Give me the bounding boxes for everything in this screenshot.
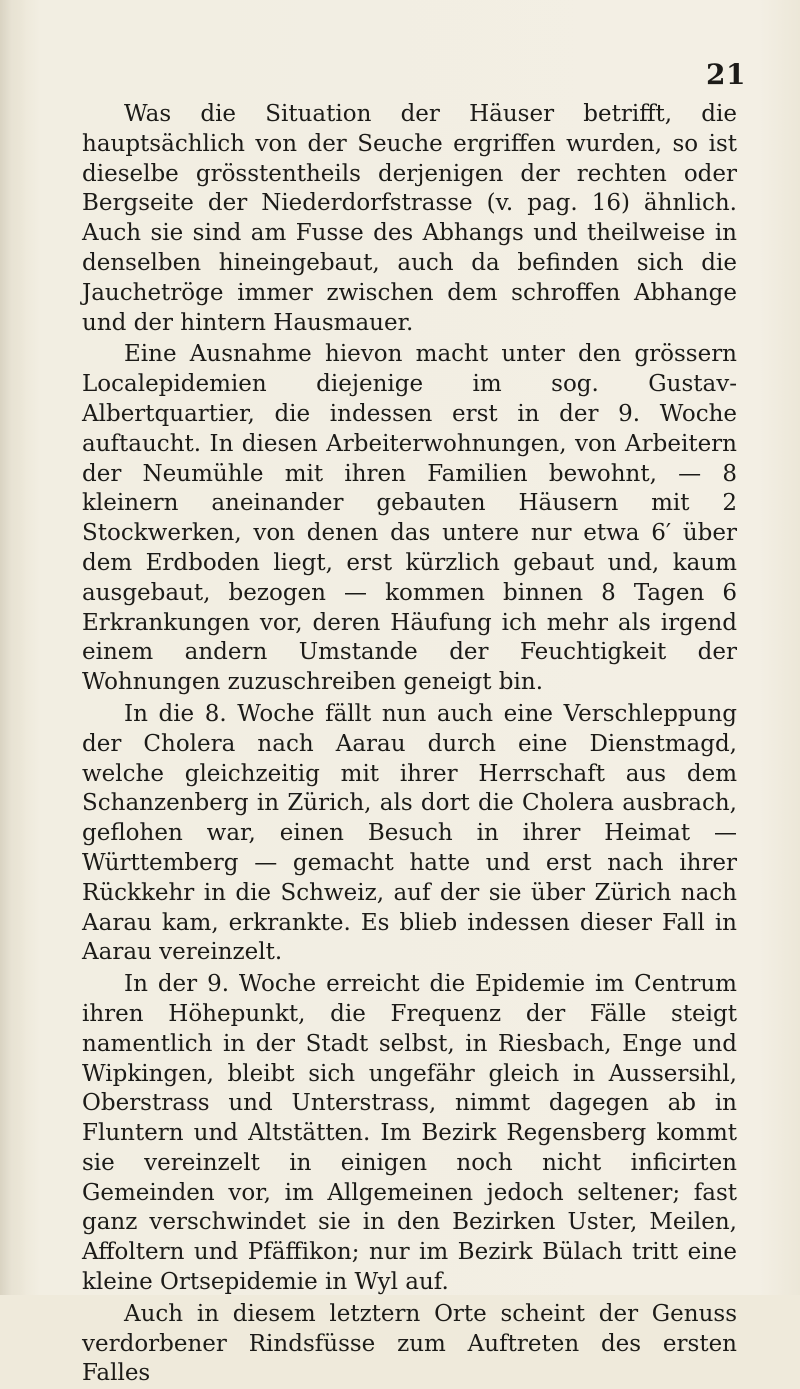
paragraph-1: Was die Situation der Häuser betrifft, die hauptsächlich von der Seuche ergriffen wurden, so ist dieselbe grösstentheils derjenigen der rechten oder Bergseite der Niederdorfstrasse (v. pag. 16) ähnlich. Auch sie sind am Fusse des Abhangs und theilweise in denselben hineingebaut, auch da befinden sich die Jauchetröge immer zwischen dem schroffen Abhange und der hintern Hausmauer. [82, 101, 737, 336]
body-text [82, 100, 737, 1389]
paragraph-3: In die 8. Woche fällt nun auch eine Verschleppung der Cholera nach Aarau durch eine Dienstmagd, welche gleichzeitig mit ihrer Herrschaft aus dem Schanzenberg in Zürich, als dort die Cholera ausbrach, geflohen war, einen Besuch in ihrer Heimat — Württemberg — gemacht hatte und erst nach ihrer Rückkehr in die Schweiz, auf der sie über Zürich nach Aarau kam, erkrankte. Es blieb indessen dieser Fall in Aarau vereinzelt. [82, 700, 737, 966]
page-number: 21 [706, 58, 746, 91]
paragraph-4: In der 9. Woche erreicht die Epidemie im Centrum ihren Höhepunkt, die Frequenz der Fälle steigt namentlich in der Stadt selbst, in Riesbach, Enge und Wipkingen, bleibt sich ungefähr gleich in Aussersihl, Oberstrass und Unterstrass, nimmt dagegen ab in Fluntern und Altstätten. Im Bezirk Regensberg kommt sie vereinzelt in einigen noch nicht inficirten Gemeinden vor, im Allgemeinen jedoch seltener; fast ganz verschwindet sie in den Bezirken Uster, Meilen, Affoltern und Pfäffikon; nur im Bezirk Bülach tritt eine kleine Ortsepidemie in Wyl auf. [82, 971, 737, 1296]
paragraph-2: Eine Ausnahme hievon macht unter den grössern Localepidemien diejenige im sog. Gustav-Albertquartier, die indessen erst in der 9. Woche auftaucht. In diesen Arbeiterwohnungen, von Arbeitern der Neumühle mit ihren Familien bewohnt, — 8 kleinern aneinander gebauten Häusern mit 2 Stockwerken, von denen das untere nur etwa 6′ über dem Erdboden liegt, erst kürzlich gebaut und, kaum ausgebaut, bezogen — kommen binnen 8 Tagen 6 Erkrankungen vor, deren Häufung ich mehr als irgend einem andern Umstande der Feuchtigkeit der Wohnungen zuzuschreiben geneigt bin. [82, 341, 737, 696]
page-binding-edge [0, 0, 26, 1295]
paragraph-5: Auch in diesem letztern Orte scheint der Genuss verdorbener Rindsfüsse zum Auftreten des ersten Falles [82, 1300, 737, 1387]
